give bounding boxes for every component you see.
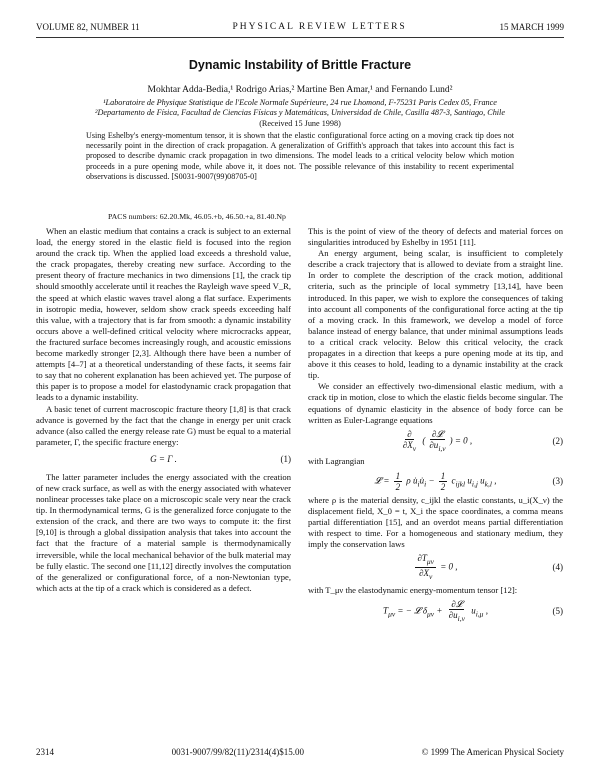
page-number: 2314 — [36, 747, 54, 757]
paragraph: We consider an effectively two-dimensional elastic medium, with a crack tip in motion, close to which the elastic fields become singular. The equations of dynamic elasticity in the absence of body force can be written as Euler-Lagrange equations — [308, 381, 563, 425]
paragraph: where ρ is the material density, c_ijkl the elastic constants, u_i(X_ν) the displacement field, X_0 = t, X_i the space coordinates, a comma means partial differentiation [15], and an overdot means partial differentiation with respect to time. For a homogeneous and stationary medium, they imply the conservation laws — [308, 494, 563, 549]
received-date: (Received 15 June 1998) — [259, 119, 341, 128]
paper-title: Dynamic Instability of Brittle Fracture — [188, 58, 412, 72]
equation-body: 𝓛 = $\frac{1}{2}$ ρ $u̇_iu̇_i$ − $\frac{1}{2}$ $c_{ijkl}$ $u_{i,j}$ $u_{k,l}$ , — [374, 470, 497, 492]
equation-1 — [36, 451, 291, 469]
equation-number: (2) — [552, 435, 563, 446]
equation-2 — [308, 429, 563, 454]
paragraph: The latter parameter includes the energy associated with the creation of new crack surface, as well as with the energy associated with whatever nonlinear processes take place on a microscopic scale very near the crack tip. In thermodynamical terms, G is the generalized force conjugate to the extension of the crack, and there are two ways to compute it: the first [9,10] is through a global dissipation analysis that takes into account the fact that the fracture of a material sample is thermodynamically irreversible, while the local mechanical behavior of the bulk material may be fully elastic. The second one [11,12] directly involves the computation of the generalized or configurational force, of a non-Newtonian type, which acts at the tip of a crack which is considered as a defect. — [36, 471, 291, 593]
paragraph: with Lagrangian — [308, 456, 365, 467]
page-footer — [36, 747, 564, 757]
equation-3 — [308, 471, 563, 492]
paragraph: with T_μν the elastodynamic energy-momentum tensor [12]: — [308, 584, 518, 595]
affiliation-1: ¹Laboratoire de Physique Statistique de l'Ecole Normale Supérieure, 24 rue Lhomond, F-75231 Paris Cedex 05, France — [103, 98, 497, 107]
right-column — [308, 226, 563, 627]
header-volume: VOLUME 82, NUMBER 11 — [36, 22, 140, 32]
author-list: Mokhtar Adda-Bedia,¹ Rodrigo Arias,² Martine Ben Amar,¹ and Fernando Lund² — [147, 85, 453, 95]
equation-number: (5) — [552, 605, 563, 616]
running-header — [36, 20, 564, 34]
equation-number: (4) — [552, 561, 563, 572]
equation-body: $\frac{\partial T_{\mu\nu}}{\partial X_\nu}$ = 0 , — [417, 553, 458, 581]
copyright: © 1999 The American Physical Society — [421, 747, 564, 757]
article-code: 0031-9007/99/82(11)/2314(4)$15.00 — [171, 747, 304, 757]
paragraph: An energy argument, being scalar, is insufficient to completely describe a crack trajectory that is allowed to deviate from a straight line. In order to complete the description of the crack motion, additional criteria, such as the principle of local symmetry [13,14], have been introduced. In this paper, we wish to explore the consequences of taking into account all components of the configurational force acting at the tip of a moving crack. In this framework, we develop a model of force balance instead of energy balance, that under minimal assumptions leads to a critical crack velocity. Below this critical velocity, the crack propagates in a direction that keeps a pure opening mode at its tip, and above it this ceases to hold, leading to a dynamic instability at the crack tip. — [308, 248, 563, 381]
equation-number: (1) — [280, 454, 291, 465]
paragraph: When an elastic medium that contains a crack is subject to an external load, the energy stored in the elastic field is focused into the region around the crack tip. When the applied load exceeds a threshold value, the crack propagates, thereby creating new surface. According to the present theory of fracture mechanics in two dimensions [1], the crack tip should smoothly accelerate until it reaches the Rayleigh wave speed V_R, the speed at which elastic waves travel along a flat surface. Experiments in isotropic media, however, seldom show crack speeds exceeding half this value, with a trajectory that is far from smooth: a dynamic instability occurs above a well-defined critical velocity where microcracks appear, the fractured surface becomes increasingly rough, and acoustic emissions become markedly stronger [2,3]. Although there have been a number of attempts [4–7] at a theoretical understanding of these facts, it seems fair to say that no coherent explanation has been achieved yet. The purpose of this paper is to propose a model for elastodynamic crack propagation that leads to a dynamic instability. — [36, 226, 291, 403]
equation-number: (3) — [552, 475, 563, 486]
left-column — [36, 226, 291, 594]
affiliation-2: ²Departamento de Física, Facultad de Ciencias Físicas y Matemáticas, Universidad de Chile, Casilla 487-3, Santiago, Chile — [95, 108, 505, 117]
paragraph: A basic tenet of current macroscopic fracture theory [1,8] is that crack advance is governed by the fact that the change in energy per unit crack advance (also called the energy release rate G) must be equal to a material parameter, Γ, the specific fracture energy: — [36, 403, 291, 447]
header-rule — [36, 37, 564, 38]
header-journal: PHYSICAL REVIEW LETTERS — [232, 22, 407, 32]
equation-5 — [308, 599, 563, 624]
header-date: 15 MARCH 1999 — [499, 22, 564, 32]
abstract: Using Eshelby's energy-momentum tensor, it is shown that the elastic configurational force acting on a moving crack tip does not necessarily point in the direction of crack propagation. A generalization of Griffith's approach that takes into account this fact is proposed to describe dynamic crack propagation in two dimensions. The model leads to a critical velocity below which motion proceeds in a pure opening mode, while above it, it does not. The possible relevance of this instability to recent experimental observations is discussed. [S0031-9007(99)08705-0] — [86, 131, 514, 181]
equation-body: $T_{\mu\nu}$ = − 𝓛 $\delta_{\mu\nu}$ + $\frac{\text{∂𝓛}}{\partial u_{i,\nu}}$ $u_{i,\mu}$ , — [383, 598, 488, 623]
equation-4 — [308, 553, 563, 582]
paragraph: This is the point of view of the theory of defects and material forces on singularities introduced by Eshelby in 1951 [11]. — [308, 226, 563, 248]
equation-body: $\frac{\partial}{\partial X_\nu}$ ( $\frac{\text{∂𝓛}}{\partial u_{i,\nu}}$ ) = 0 , — [402, 428, 473, 453]
equation-body: G = Γ . — [150, 454, 177, 465]
pacs-numbers: PACS numbers: 62.20.Mk, 46.05.+b, 46.50.+a, 81.40.Np — [108, 212, 286, 221]
